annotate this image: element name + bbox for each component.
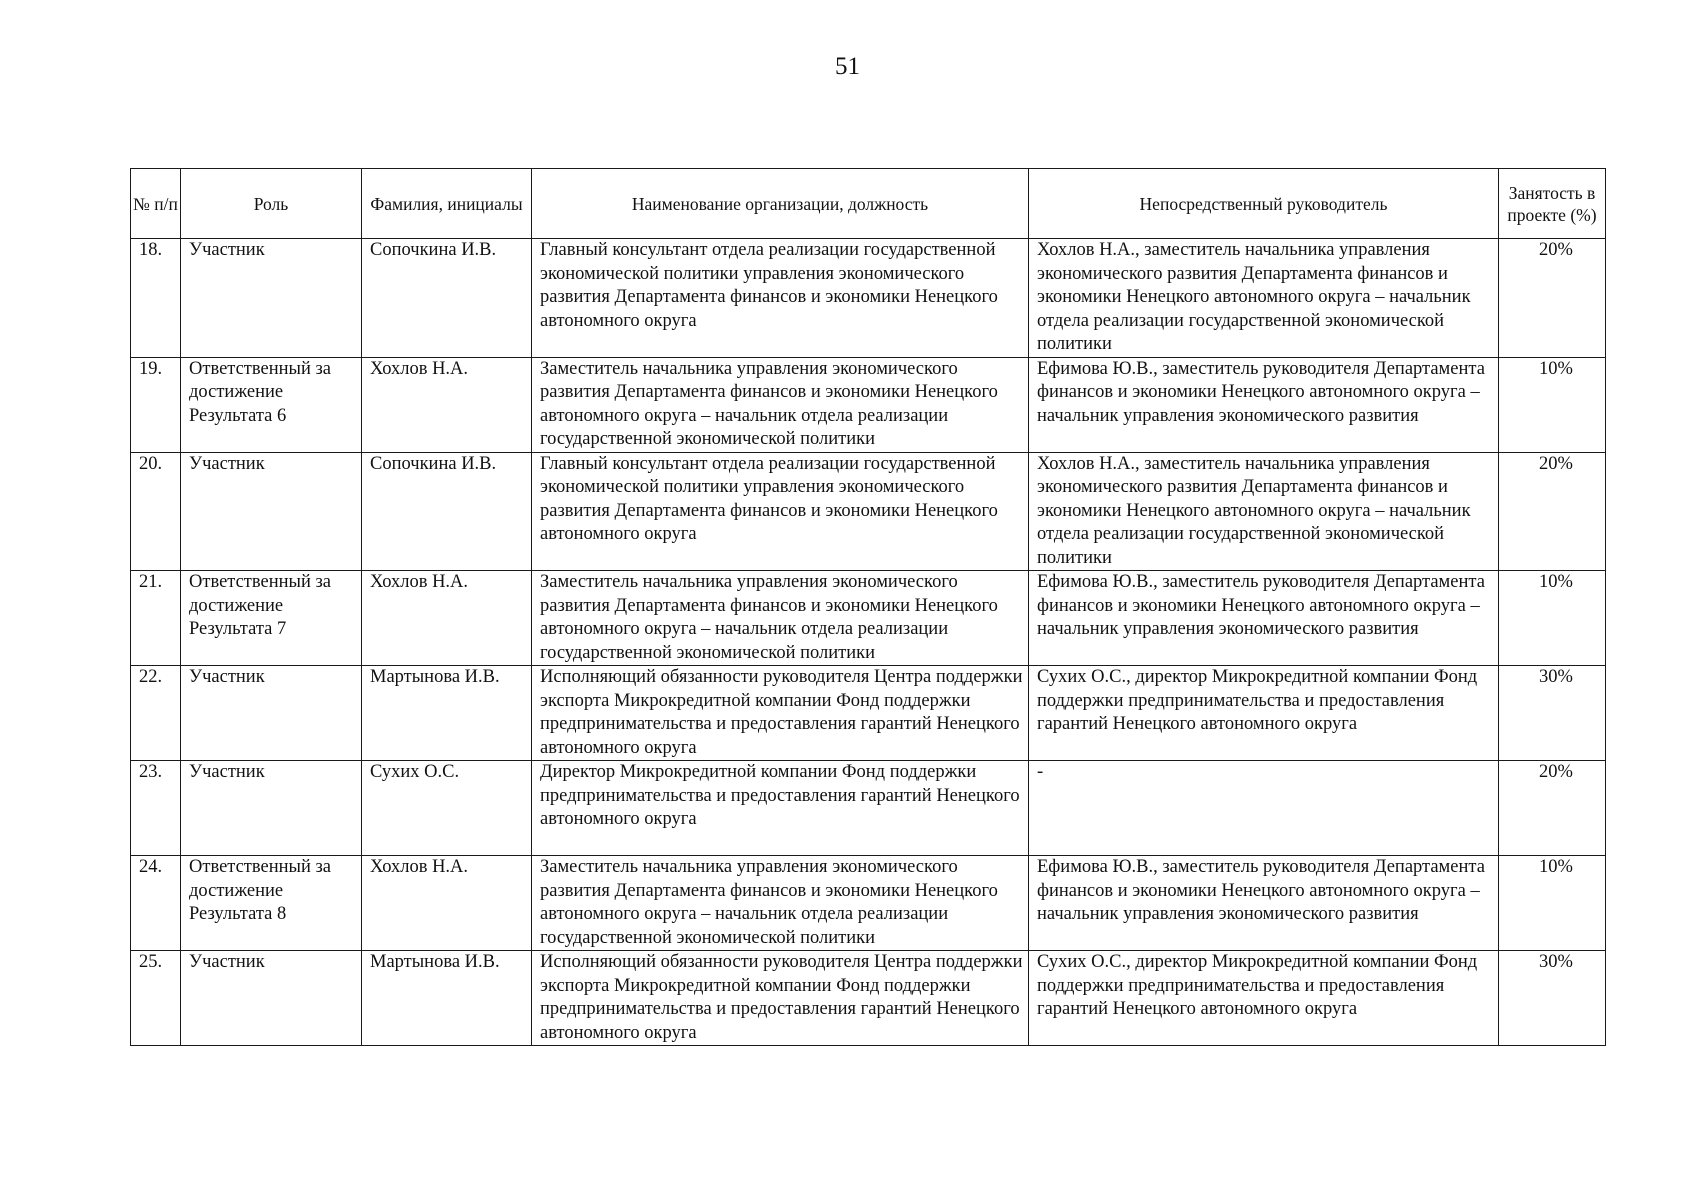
cell-role: Участник <box>181 761 362 856</box>
cell-role: Участник <box>181 452 362 571</box>
cell-load: 10% <box>1499 357 1606 452</box>
cell-name: Мартынова И.В. <box>362 951 532 1046</box>
project-team-table <box>130 168 1606 1046</box>
cell-load: 30% <box>1499 666 1606 761</box>
table-row <box>131 239 1606 358</box>
table-row <box>131 666 1606 761</box>
table-row <box>131 951 1606 1046</box>
cell-role: Ответственный за достижение Результата 6 <box>181 357 362 452</box>
cell-num: 24. <box>131 856 181 951</box>
cell-role: Участник <box>181 951 362 1046</box>
cell-manager: Хохлов Н.А., заместитель начальника управления экономического развития Департамента финансов и экономики Ненецкого автономного округа – начальник отдела реализации государственной экономической политики <box>1029 239 1499 358</box>
cell-org: Главный консультант отдела реализации государственной экономической политики управления экономического развития Департамента финансов и экономики Ненецкого автономного округа <box>532 452 1029 571</box>
cell-name: Сухих О.С. <box>362 761 532 856</box>
cell-role: Ответственный за достижение Результата 7 <box>181 571 362 666</box>
header-manager: Непосредственный руководитель <box>1029 169 1499 239</box>
cell-role: Ответственный за достижение Результата 8 <box>181 856 362 951</box>
cell-num: 23. <box>131 761 181 856</box>
cell-manager: Ефимова Ю.В., заместитель руководителя Департамента финансов и экономики Ненецкого автономного округа – начальник управления экономического развития <box>1029 856 1499 951</box>
cell-num: 18. <box>131 239 181 358</box>
table-row <box>131 856 1606 951</box>
cell-load: 10% <box>1499 571 1606 666</box>
table-row <box>131 761 1606 856</box>
cell-org: Заместитель начальника управления экономического развития Департамента финансов и экономики Ненецкого автономного округа – начальник отдела реализации государственной экономической политики <box>532 856 1029 951</box>
cell-name: Хохлов Н.А. <box>362 571 532 666</box>
cell-name: Сопочкина И.В. <box>362 239 532 358</box>
header-num: № п/п <box>131 169 181 239</box>
cell-org: Заместитель начальника управления экономического развития Департамента финансов и экономики Ненецкого автономного округа – начальник отдела реализации государственной экономической политики <box>532 571 1029 666</box>
cell-load: 10% <box>1499 856 1606 951</box>
cell-org: Главный консультант отдела реализации государственной экономической политики управления экономического развития Департамента финансов и экономики Ненецкого автономного округа <box>532 239 1029 358</box>
cell-role: Участник <box>181 239 362 358</box>
cell-load: 20% <box>1499 761 1606 856</box>
cell-load: 30% <box>1499 951 1606 1046</box>
cell-name: Хохлов Н.А. <box>362 357 532 452</box>
cell-num: 22. <box>131 666 181 761</box>
cell-num: 25. <box>131 951 181 1046</box>
cell-name: Хохлов Н.А. <box>362 856 532 951</box>
header-load: Занятость в проекте (%) <box>1499 169 1606 239</box>
cell-manager: Ефимова Ю.В., заместитель руководителя Департамента финансов и экономики Ненецкого автономного округа – начальник управления экономического развития <box>1029 571 1499 666</box>
cell-load: 20% <box>1499 239 1606 358</box>
cell-org: Исполняющий обязанности руководителя Центра поддержки экспорта Микрокредитной компании Фонд поддержки предпринимательства и предоставления гарантий Ненецкого автономного округа <box>532 951 1029 1046</box>
cell-role: Участник <box>181 666 362 761</box>
cell-name: Сопочкина И.В. <box>362 452 532 571</box>
header-name: Фамилия, инициалы <box>362 169 532 239</box>
table-header-row <box>131 169 1606 239</box>
header-org: Наименование организации, должность <box>532 169 1029 239</box>
table-row <box>131 357 1606 452</box>
cell-manager: Ефимова Ю.В., заместитель руководителя Департамента финансов и экономики Ненецкого автономного округа – начальник управления экономического развития <box>1029 357 1499 452</box>
cell-manager: Хохлов Н.А., заместитель начальника управления экономического развития Департамента финансов и экономики Ненецкого автономного округа – начальник отдела реализации государственной экономической политики <box>1029 452 1499 571</box>
cell-org: Директор Микрокредитной компании Фонд поддержки предпринимательства и предоставления гарантий Ненецкого автономного округа <box>532 761 1029 856</box>
table-row <box>131 452 1606 571</box>
header-role: Роль <box>181 169 362 239</box>
cell-num: 20. <box>131 452 181 571</box>
page-number: 51 <box>835 53 860 80</box>
cell-load: 20% <box>1499 452 1606 571</box>
cell-manager: Сухих О.С., директор Микрокредитной компании Фонд поддержки предпринимательства и предоставления гарантий Ненецкого автономного округа <box>1029 951 1499 1046</box>
cell-org: Заместитель начальника управления экономического развития Департамента финансов и экономики Ненецкого автономного округа – начальник отдела реализации государственной экономической политики <box>532 357 1029 452</box>
cell-org: Исполняющий обязанности руководителя Центра поддержки экспорта Микрокредитной компании Фонд поддержки предпринимательства и предоставления гарантий Ненецкого автономного округа <box>532 666 1029 761</box>
cell-num: 21. <box>131 571 181 666</box>
cell-manager: - <box>1029 761 1499 856</box>
table-row <box>131 571 1606 666</box>
cell-name: Мартынова И.В. <box>362 666 532 761</box>
cell-num: 19. <box>131 357 181 452</box>
cell-manager: Сухих О.С., директор Микрокредитной компании Фонд поддержки предпринимательства и предоставления гарантий Ненецкого автономного округа <box>1029 666 1499 761</box>
